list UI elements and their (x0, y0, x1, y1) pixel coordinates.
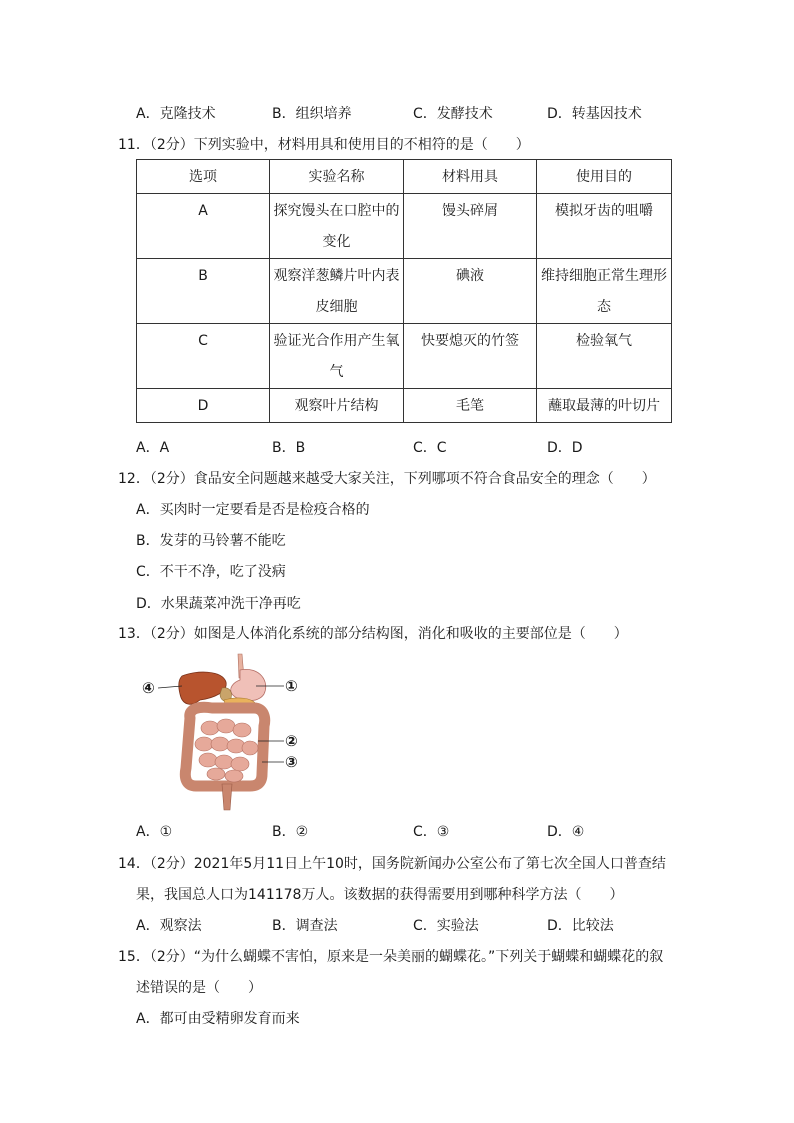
q14-stem-line2: 果，我国总人口为141178万人。该数据的获得需要用到哪种科学方法（ ） (136, 887, 624, 903)
table-cell: 模拟牙齿的咀嚼 (537, 194, 672, 259)
q12-stem: 12．（2分）食品安全问题越来越受大家关注，下列哪项不符合食品安全的理念（ ） (118, 471, 656, 487)
q12-option-c: C．不干不净，吃了没病 (136, 564, 286, 580)
q10-option-a: A．克隆技术 (136, 106, 216, 122)
table-row (137, 324, 672, 389)
table-cell: 观察叶片结构 (270, 389, 404, 423)
q12-option-b: B．发芽的马铃薯不能吃 (136, 533, 286, 549)
table-cell: A (137, 194, 270, 259)
diagram-label-4: ④ (142, 679, 155, 697)
table-header-cell: 材料用具 (404, 160, 537, 194)
table-cell: 蘸取最薄的叶切片 (537, 389, 672, 423)
table-header-cell: 选项 (137, 160, 270, 194)
table-cell: 馒头碎屑 (404, 194, 537, 259)
q11-option-a: A．A (136, 440, 170, 456)
q13-option-d: D．④ (547, 824, 585, 840)
q11-table (136, 159, 672, 423)
q13-stem: 13．（2分）如图是人体消化系统的部分结构图，消化和吸收的主要部位是（ ） (118, 626, 628, 642)
diagram-label-1: ① (285, 677, 298, 695)
q11-stem: 11．（2分）下列实验中，材料用具和使用目的不相符的是（ ） (118, 137, 530, 153)
q11-option-d: D．D (547, 440, 583, 456)
table-cell: 探究馒头在口腔中的变化 (270, 194, 404, 259)
table-cell: D (137, 389, 270, 423)
diagram-label-2: ② (285, 732, 298, 750)
q14-option-c: C．实验法 (413, 918, 479, 934)
q13-option-a: A．① (136, 824, 173, 840)
table-row (137, 194, 672, 259)
q10-option-d: D．转基因技术 (547, 106, 642, 122)
table-cell: B (137, 259, 270, 324)
table-cell: 碘液 (404, 259, 537, 324)
table-cell: 观察洋葱鳞片叶内表皮细胞 (270, 259, 404, 324)
q11-option-b: B．B (272, 440, 306, 456)
q14-stem-line1: 14．（2分）2021年5月11日上午10时，国务院新闻办公室公布了第七次全国人口普查结 (118, 856, 666, 872)
digestive-system-diagram (138, 652, 308, 812)
q15-stem-line1: 15．（2分）“为什么蝴蝶不害怕，原来是一朵美丽的蝴蝶花。”下列关于蝴蝶和蝴蝶花的叙 (118, 949, 664, 965)
q10-option-b: B．组织培养 (272, 106, 352, 122)
table-cell: 毛笔 (404, 389, 537, 423)
q12-option-a: A．买肉时一定要看是否是检疫合格的 (136, 502, 370, 518)
q12-option-d: D．水果蔬菜冲洗干净再吃 (136, 596, 301, 612)
table-cell: 验证光合作用产生氧气 (270, 324, 404, 389)
q15-stem-line2: 述错误的是（ ） (136, 980, 262, 996)
diagram-label-3: ③ (285, 753, 298, 771)
table-header-cell: 使用目的 (537, 160, 672, 194)
q13-option-c: C．③ (413, 824, 450, 840)
table-cell: 快要熄灭的竹签 (404, 324, 537, 389)
table-cell: 维持细胞正常生理形态 (537, 259, 672, 324)
table-cell: 检验氧气 (537, 324, 672, 389)
q13-option-b: B．② (272, 824, 309, 840)
q11-option-c: C．C (413, 440, 447, 456)
table-header-row (137, 160, 672, 194)
q14-option-b: B．调查法 (272, 918, 338, 934)
digestive-system-illustration (138, 652, 308, 812)
table-row (137, 389, 672, 423)
q10-option-c: C．发酵技术 (413, 106, 493, 122)
table-row (137, 259, 672, 324)
table-cell: C (137, 324, 270, 389)
q15-option-a: A．都可由受精卵发育而来 (136, 1011, 300, 1027)
table-header-cell: 实验名称 (270, 160, 404, 194)
q14-option-a: A．观察法 (136, 918, 202, 934)
q14-option-d: D．比较法 (547, 918, 614, 934)
